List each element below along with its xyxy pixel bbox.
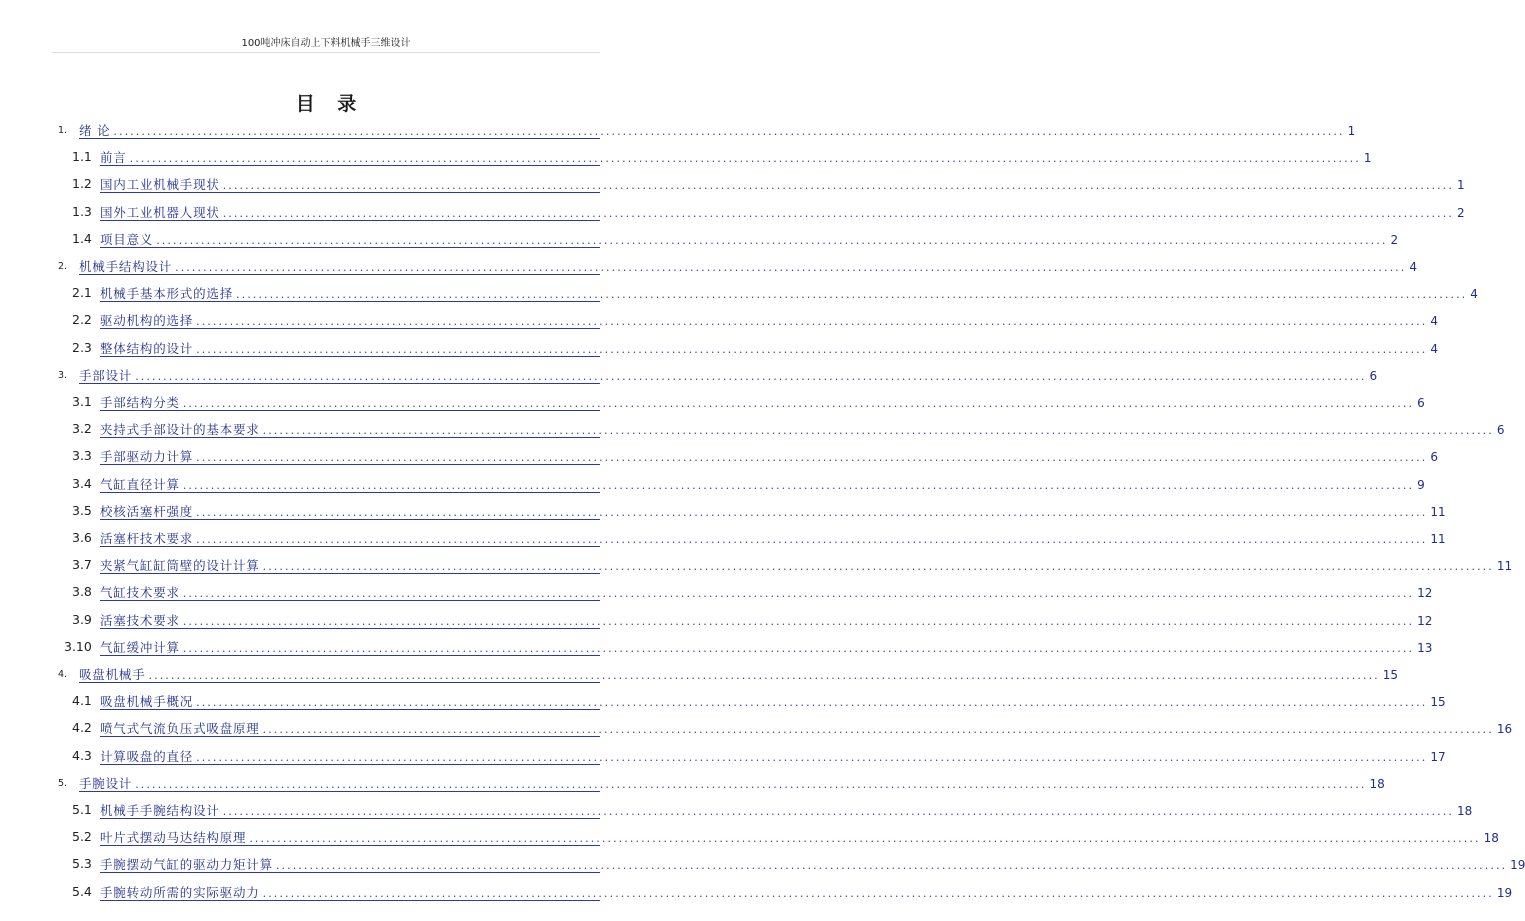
toc-entry-title: 活塞杆技术要求 — [100, 531, 194, 546]
toc-entry-number: 2.1 — [72, 285, 92, 301]
toc-entry-page-number: 17 — [1430, 749, 1446, 764]
toc-entry-page-number: 1 — [1363, 151, 1372, 166]
toc-entry-number: 3.1 — [72, 394, 92, 409]
toc-entry[interactable] — [0, 882, 1513, 902]
running-header: 100吨冲床自动上下料机械手三维设计 — [241, 38, 411, 49]
toc-entry-number: 3.2 — [72, 421, 92, 437]
toc-entry-page-number: 4 — [1430, 314, 1438, 329]
toc-entry-page-number: 15 — [1430, 695, 1446, 710]
dot-leader: ............................................................................................................................................................................................................................ — [196, 533, 1428, 546]
toc-entry-number: 1.4 — [72, 230, 92, 246]
toc-entry-number: 3.4 — [72, 475, 92, 491]
dot-leader: ............................................................................................................................................................................................................................ — [135, 369, 1367, 383]
dot-leader: ............................................................................................................................................................................................................................ — [182, 614, 1415, 628]
toc-entry[interactable] — [0, 528, 1446, 548]
toc-entry[interactable] — [0, 365, 1378, 385]
toc-entry-link[interactable] — [100, 311, 1438, 329]
toc-entry[interactable] — [0, 174, 1465, 194]
toc-entry-page-number: 19 — [1510, 858, 1525, 873]
toc-entry-number: 3.8 — [72, 584, 92, 600]
toc-entry-title: 气缸直径计算 — [100, 476, 180, 492]
dot-leader: ............................................................................................................................................................................................................................ — [196, 451, 1428, 465]
toc-entry[interactable] — [0, 746, 1446, 766]
dot-leader: ............................................................................................................................................................................................................................ — [148, 669, 1380, 682]
toc-entry[interactable] — [0, 229, 1399, 249]
toc-entry-page-number: 6 — [1369, 368, 1378, 383]
dot-leader: ............................................................................................................................................................................................................................ — [262, 424, 1494, 438]
toc-entry[interactable] — [0, 474, 1425, 494]
toc-entry-title: 计算吸盘的直径 — [100, 748, 194, 764]
toc-entry-page-number: 15 — [1382, 668, 1399, 682]
toc-entry-link[interactable] — [79, 774, 1385, 792]
toc-entry[interactable] — [0, 120, 1356, 140]
toc-entry-number: 3.3 — [72, 448, 92, 464]
toc-entry-number: 5.3 — [72, 856, 92, 872]
dot-leader: ............................................................................................................................................................................................................................ — [196, 505, 1428, 519]
toc-entry-link[interactable] — [79, 121, 1356, 139]
toc-entry[interactable] — [0, 147, 1372, 167]
toc-entry-title: 手腕转动所需的实际驱动力 — [100, 884, 260, 900]
toc-entry-title: 驱动机构的选择 — [100, 313, 194, 329]
toc-entry-page-number: 6 — [1430, 450, 1438, 465]
dot-leader: ............................................................................................................................................................................................................................ — [236, 288, 1468, 302]
toc-entry-number: 2.3 — [72, 339, 92, 355]
toc-entry-page-number: 11 — [1496, 559, 1513, 574]
toc-entry-title: 夹持式手部设计的基本要求 — [100, 422, 260, 438]
toc-entry-page-number: 1 — [1347, 124, 1356, 138]
toc-entry-number: 1.3 — [72, 203, 92, 219]
toc-entry-page-number: 18 — [1456, 804, 1473, 818]
toc-entry-link[interactable] — [100, 556, 1513, 574]
toc-entry-number: 5.2 — [72, 829, 92, 845]
toc-entry-title: 机械手基本形式的选择 — [100, 286, 234, 302]
toc-entry-title: 机械手结构设计 — [79, 259, 173, 274]
toc-entry-page-number: 16 — [1496, 722, 1513, 737]
toc-entry[interactable] — [0, 501, 1446, 521]
toc-entry-title: 吸盘机械手 — [79, 667, 146, 682]
toc-entry-title: 喷气式气流负压式吸盘原理 — [100, 721, 260, 737]
dot-leader: ............................................................................................................................................................................................................................ — [182, 641, 1415, 655]
toc-entry-page-number: 4 — [1409, 260, 1417, 274]
toc-entry-page-number: 4 — [1430, 341, 1438, 356]
dot-leader: ............................................................................................................................................................................................................................ — [222, 206, 1454, 220]
toc-entry-link[interactable] — [100, 230, 1399, 248]
toc-entry-title: 机械手手腕结构设计 — [100, 803, 220, 818]
toc-entry-number: 3.10 — [64, 638, 92, 654]
toc-entry[interactable] — [0, 637, 1433, 657]
toc-entry-title: 手腕摆动气缸的驱动力矩计算 — [100, 857, 273, 873]
toc-entry[interactable] — [0, 827, 1499, 847]
toc-entry-title: 气缸缓冲计算 — [100, 639, 180, 655]
dot-leader: ............................................................................................................................................................................................................................ — [222, 805, 1454, 818]
toc-entry-title: 整体结构的设计 — [100, 340, 194, 356]
dot-leader: ............................................................................................................................................................................................................................ — [262, 560, 1494, 574]
toc-entry-title: 手部驱动力计算 — [100, 449, 194, 465]
toc-entry-link[interactable] — [100, 801, 1473, 819]
toc-entry-number: 3. — [58, 369, 68, 381]
dot-leader: ............................................................................................................................................................................................................................ — [129, 152, 1361, 166]
toc-entry-number: 3.7 — [72, 557, 92, 573]
toc-entry[interactable] — [0, 691, 1446, 711]
toc-entry-title: 绪 论 — [79, 123, 111, 138]
toc-entry[interactable] — [0, 392, 1425, 412]
toc-entry-page-number: 11 — [1430, 532, 1446, 546]
toc-entry-link[interactable] — [100, 719, 1513, 737]
toc-entry-link[interactable] — [100, 883, 1513, 901]
toc-entry-title: 国内工业机械手现状 — [100, 177, 220, 193]
dot-leader: ............................................................................................................................................................................................................................ — [182, 587, 1415, 601]
dot-leader: ............................................................................................................................................................................................................................ — [222, 179, 1454, 193]
toc-entry-number: 2. — [58, 261, 68, 272]
toc-entry[interactable] — [0, 664, 1399, 684]
toc-entry-page-number: 6 — [1496, 423, 1505, 438]
toc-entry-page-number: 4 — [1470, 287, 1478, 302]
toc-entry-link[interactable] — [100, 175, 1465, 193]
toc-entry-number: 5.4 — [72, 883, 92, 899]
toc-entry-link[interactable] — [79, 366, 1378, 384]
toc-entry[interactable] — [0, 338, 1438, 358]
toc-entry-link[interactable] — [100, 529, 1446, 547]
toc-entry-link[interactable] — [100, 855, 1525, 873]
toc-entry-link[interactable] — [79, 665, 1399, 683]
dot-leader: ............................................................................................................................................................................................................................ — [262, 723, 1494, 737]
toc-entry-number: 2.2 — [72, 312, 92, 328]
toc-entry-link[interactable] — [100, 447, 1438, 465]
toc-entry-number: 1.1 — [72, 149, 92, 165]
dot-leader: ............................................................................................................................................................................................................................ — [182, 478, 1415, 492]
toc-entry-page-number: 18 — [1369, 776, 1385, 791]
dot-leader: ............................................................................................................................................................................................................................ — [196, 342, 1428, 356]
dot-leader: ............................................................................................................................................................................................................................ — [156, 233, 1388, 247]
toc-entry-link[interactable] — [100, 828, 1499, 846]
toc-entry-number: 4.1 — [72, 693, 92, 709]
toc-entry[interactable] — [0, 718, 1513, 738]
toc-entry-link[interactable] — [79, 257, 1417, 275]
toc-entry-link[interactable] — [100, 611, 1433, 629]
toc-entry-title: 手腕设计 — [79, 775, 133, 791]
toc-entry-page-number: 1 — [1456, 178, 1465, 193]
toc-entry-page-number: 18 — [1483, 831, 1499, 846]
toc-entry-title: 项目意义 — [100, 231, 154, 247]
toc-entry[interactable] — [0, 800, 1473, 820]
dot-leader: ............................................................................................................................................................................................................................ — [196, 750, 1428, 764]
toc-entry[interactable] — [0, 446, 1438, 466]
toc-entry-title: 夹紧气缸缸筒壁的设计计算 — [100, 558, 260, 574]
toc-entry-title: 国外工业机器人现状 — [100, 204, 220, 220]
toc-entry-page-number: 12 — [1417, 613, 1433, 628]
dot-leader: ............................................................................................................................................................................................................................ — [175, 261, 1407, 274]
toc-entry-link[interactable] — [100, 583, 1433, 601]
toc-entry-number: 5. — [58, 777, 68, 789]
toc-entry-page-number: 13 — [1417, 640, 1433, 655]
toc-entry-page-number: 6 — [1417, 396, 1425, 410]
toc-entry-link[interactable] — [100, 393, 1425, 411]
toc-entry[interactable] — [0, 202, 1465, 222]
toc-entry[interactable] — [0, 854, 1525, 874]
toc-entry[interactable] — [0, 256, 1417, 276]
toc-entry-link[interactable] — [100, 692, 1446, 710]
toc-entry-link[interactable] — [100, 420, 1505, 438]
toc-entry[interactable] — [0, 283, 1478, 303]
dot-leader: ............................................................................................................................................................................................................................ — [113, 125, 1345, 138]
dot-leader: ............................................................................................................................................................................................................................ — [182, 397, 1415, 410]
toc-entry-link[interactable] — [100, 148, 1372, 166]
toc-entry-link[interactable] — [100, 475, 1425, 493]
toc-entry-number: 1.2 — [72, 176, 92, 192]
dot-leader: ............................................................................................................................................................................................................................ — [196, 696, 1428, 710]
toc-entry-page-number: 11 — [1430, 504, 1446, 519]
toc-entry-title: 气缸技术要求 — [100, 585, 180, 601]
toc-entry-page-number: 12 — [1417, 586, 1433, 601]
toc-entry-link[interactable] — [100, 203, 1465, 221]
toc-entry[interactable] — [0, 419, 1505, 439]
header-rule — [52, 52, 600, 53]
toc-entry-number: 3.5 — [72, 502, 92, 518]
dot-leader: ............................................................................................................................................................................................................................ — [135, 777, 1367, 791]
toc-entry-page-number: 2 — [1456, 205, 1465, 220]
toc-entry-link[interactable] — [100, 638, 1433, 656]
toc-entry-title: 叶片式摆动马达结构原理 — [100, 830, 247, 846]
toc-entry-title: 手部结构分类 — [100, 395, 180, 410]
toc-entry-number: 4. — [58, 669, 68, 680]
toc-entry-page-number: 9 — [1417, 477, 1425, 492]
toc-entry-number: 4.2 — [72, 720, 92, 736]
dot-leader: ............................................................................................................................................................................................................................ — [262, 886, 1494, 900]
toc-entry[interactable] — [0, 555, 1513, 575]
toc-entry-link[interactable] — [100, 502, 1446, 520]
toc-entry-number: 4.3 — [72, 747, 92, 763]
toc-entry-link[interactable] — [100, 747, 1446, 765]
toc-entry-number: 5.1 — [72, 802, 92, 817]
toc-entry-title: 手部设计 — [79, 367, 133, 383]
toc-entry-title: 校核活塞杆强度 — [100, 503, 194, 519]
toc-entry[interactable] — [0, 773, 1385, 793]
dot-leader: ............................................................................................................................................................................................................................ — [196, 315, 1428, 329]
dot-leader: ............................................................................................................................................................................................................................ — [249, 832, 1481, 846]
toc-entry-title: 前言 — [100, 150, 127, 166]
toc-entry-number: 3.9 — [72, 611, 92, 627]
toc-entry-page-number: 19 — [1496, 885, 1513, 900]
dot-leader: ............................................................................................................................................................................................................................ — [275, 859, 1508, 873]
toc-entry[interactable] — [0, 310, 1438, 330]
toc-entry-number: 1. — [58, 125, 68, 136]
toc-entry[interactable] — [0, 582, 1433, 602]
toc-entry-number: 3.6 — [72, 530, 92, 545]
toc-entry-title: 活塞技术要求 — [100, 612, 180, 628]
toc-entry-link[interactable] — [100, 284, 1478, 302]
toc-entry-title: 吸盘机械手概况 — [100, 694, 194, 710]
toc-entry-page-number: 2 — [1390, 232, 1399, 247]
toc-entry[interactable] — [0, 610, 1433, 630]
toc-heading: 目 录 — [295, 93, 365, 115]
toc-entry-link[interactable] — [100, 339, 1438, 357]
